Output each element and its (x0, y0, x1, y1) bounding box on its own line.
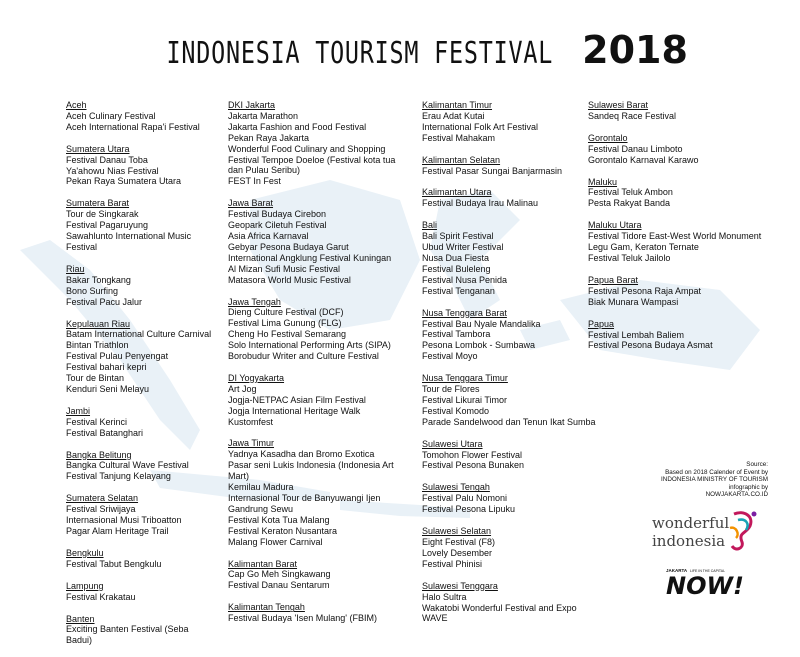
region-heading: Kalimantan Barat (228, 558, 298, 569)
region-heading: Sulawesi Tengah (422, 482, 490, 493)
festival-item: Parade Sandelwood dan Tenun Ikat Sumba (422, 416, 596, 427)
festival-item: Pekan Raya Jakarta (228, 132, 310, 143)
festival-item: Wonderful Food Culinary and Shopping (228, 143, 386, 154)
festival-item: Festival Buleleng (422, 263, 491, 274)
festival-item: Festival Keraton Nusantara (228, 525, 338, 536)
region-heading: Kalimantan Utara (422, 187, 492, 198)
region-section (228, 373, 408, 428)
festival-item: Tour de Singkarak (66, 209, 139, 220)
logo-jakarta-text: JAKARTA (666, 568, 688, 573)
source-label: Source: (746, 461, 768, 468)
festival-item: Festival Pesona Budaya Asmat (588, 340, 713, 351)
now-jakarta-logo (664, 566, 746, 596)
festival-item: Wakatobi Wonderful Festival and Expo WAVE (422, 602, 580, 624)
festival-item: Festival Tempoe Doeloe (Festival kota tua dan Pulau Seribu) (228, 154, 398, 176)
region-section (422, 482, 597, 515)
region-heading: Jambi (66, 405, 91, 416)
region-heading: Sumatera Barat (66, 198, 130, 209)
region-section (66, 406, 216, 439)
region-heading: Kepulauan Riau (66, 318, 131, 329)
festival-item: Borobudur Writer and Culture Festival (228, 351, 379, 362)
region-section (66, 450, 216, 483)
festival-item: Festival Danau Toba (66, 154, 148, 165)
festival-item: Biak Munara Wampasi (588, 296, 679, 307)
festival-item: Pesta Rakyat Banda (588, 198, 671, 209)
region-heading: Bengkulu (66, 547, 104, 558)
festival-item: Jogja-NETPAC Asian Film Festival (228, 394, 366, 405)
festival-item: Sandeq Race Festival (588, 110, 677, 121)
title-year: 2018 (582, 28, 688, 72)
festival-item: Festival Pesona Raja Ampat (588, 285, 702, 296)
festival-item: Festival Phinisi (422, 558, 483, 569)
festival-item: Jogja International Heritage Walk (228, 405, 361, 416)
festival-item: Aceh International Rapa'i Festival (66, 121, 200, 132)
region-section (228, 559, 408, 592)
logo-now-text: NOW! (666, 572, 744, 596)
festival-item: Pekan Raya Sumatera Utara (66, 176, 182, 187)
region-heading: Sulawesi Utara (422, 438, 483, 449)
festival-item: Legu Gam, Keraton Ternate (588, 242, 699, 253)
region-section (66, 319, 216, 395)
festival-item: Festival Komodo (422, 405, 490, 416)
page-title (0, 28, 800, 72)
region-heading: Papua Barat (588, 274, 639, 285)
region-heading: Kalimantan Tengah (228, 602, 305, 613)
festival-item: Kenduri Seni Melayu (66, 383, 150, 394)
source-line-2: INDONESIA MINISTRY OF TOURISM (661, 476, 768, 484)
region-section (228, 438, 408, 547)
festival-item: Festival Tabut Bengkulu (66, 558, 162, 569)
festival-item: Festival Nusa Penida (422, 274, 508, 285)
region-heading: DI Yogyakarta (228, 372, 285, 383)
source-line-1: Based on 2018 Calender of Event by (665, 468, 768, 476)
festival-item: Festival Sriwijaya (66, 504, 136, 515)
festival-item: Festival Batanghari (66, 427, 144, 438)
festival-item: Festival Likurai Timor (422, 394, 508, 405)
festival-item: Festival Moyo (422, 351, 478, 362)
festival-item: Kemilau Madura (228, 482, 294, 493)
wonderful-indonesia-logo (646, 508, 762, 554)
festival-item: Al Mizan Sufi Music Festival (228, 263, 341, 274)
festival-item: Festival Teluk Jailolo (588, 252, 671, 263)
festival-item: Exciting Banten Festival (Seba Badui) (66, 624, 192, 646)
festival-item: Festival Tambora (422, 329, 491, 340)
festival-column-3 (422, 100, 597, 635)
region-section (228, 602, 408, 624)
source-note (661, 461, 768, 499)
festival-column-2 (228, 100, 408, 635)
festival-item: Tour de Flores (422, 384, 480, 395)
festival-item: Yadnya Kasadha dan Bromo Exotica (228, 449, 375, 460)
festival-item: Festival Tidore East-West World Monument (588, 231, 762, 242)
festival-item: Pagar Alam Heritage Trail (66, 526, 169, 536)
region-heading: Nusa Tenggara Timur (422, 373, 508, 384)
festival-item: Tour de Bintan (66, 373, 125, 384)
region-heading: Jawa Barat (228, 198, 274, 209)
festival-item: Festival Budaya Irau Malinau (422, 198, 539, 209)
festival-item: Festival Palu Nomoni (422, 493, 508, 504)
festival-item: Gorontalo Karnaval Karawo (588, 154, 699, 165)
festival-item: Bono Surfing (66, 285, 119, 296)
festival-item: Festival bahari kepri (66, 362, 147, 373)
region-section (66, 144, 216, 188)
festival-item: FEST In Fest (228, 176, 281, 187)
region-section (422, 439, 597, 472)
region-heading: Lampung (66, 580, 104, 591)
festival-item: Festival Pacu Jalur (66, 296, 143, 307)
festival-item: Festival Danau Sentarum (228, 580, 330, 591)
festival-item: Festival Lima Gunung (FLG) (228, 318, 342, 329)
festival-item: Festival Tenganan (422, 285, 495, 296)
festival-item: Jakarta Fashion and Food Festival (228, 121, 367, 132)
festival-item: Erau Adat Kutai (422, 110, 485, 121)
festival-item: Festival Krakatau (66, 591, 136, 602)
festival-item: Bangka Cultural Wave Festival (66, 460, 189, 471)
festival-item: Sawahlunto International Music Festival (66, 231, 194, 252)
festival-item: Bintan Triathlon (66, 340, 129, 351)
region-section (588, 220, 768, 264)
festival-item: Dieng Culture Festival (DCF) (228, 307, 344, 318)
region-heading: Papua (588, 318, 615, 329)
logo-wonderful-text: wonderful (652, 514, 730, 532)
festival-item: Pasar seni Lukis Indonesia (Indonesia Art Mart) (228, 460, 397, 482)
region-section (588, 177, 768, 210)
festival-item: Cap Go Meh Singkawang (228, 569, 331, 580)
festival-item: Ubud Writer Festival (422, 242, 504, 253)
region-heading: Sumatera Utara (66, 143, 130, 154)
region-heading: Banten (66, 613, 95, 624)
festival-column-4 (588, 100, 768, 362)
festival-item: Festival Lembah Baliem (588, 329, 685, 340)
festival-item: Matasora World Music Festival (228, 274, 351, 285)
region-heading: Jawa Timur (228, 438, 275, 449)
festival-item: Eight Festival (F8) (422, 537, 496, 547)
region-heading: Bali (422, 220, 438, 231)
region-section (66, 100, 216, 133)
festival-item: Festival Danau Limboto (588, 143, 683, 154)
festival-item: Art Jog (228, 383, 257, 394)
festival-item: Kustomfest (228, 416, 274, 427)
region-heading: Kalimantan Timur (422, 100, 493, 110)
region-section (422, 187, 597, 209)
festival-item: Festival Pasar Sungai Banjarmasin (422, 165, 563, 176)
festival-item: Festival Tanjung Kelayang (66, 471, 171, 482)
region-heading: Nusa Tenggara Barat (422, 307, 507, 318)
festival-item: Festival Budaya Cirebon (228, 209, 327, 220)
festival-item: Lovely Desember (422, 547, 493, 558)
festival-item: Ya'ahowu Nias Festival (66, 165, 159, 176)
festival-item: Festival Kerinci (66, 416, 128, 427)
region-heading: Maluku Utara (588, 220, 642, 231)
region-heading: Maluku (588, 176, 618, 187)
festival-item: Jakarta Marathon (228, 110, 299, 121)
source-line-3: infographic by (728, 483, 768, 491)
region-heading: Kalimantan Selatan (422, 154, 501, 165)
festival-item: Gandrung Sewu (228, 503, 294, 514)
logo-indonesia-text: indonesia (652, 532, 726, 550)
region-heading: Sulawesi Barat (588, 100, 649, 110)
festival-item: Aceh Culinary Festival (66, 110, 156, 121)
source-line-4: NOWJAKARTA.CO.ID (705, 491, 768, 499)
festival-item: Festival Pulau Penyengat (66, 351, 169, 362)
festival-item: Batam International Culture Carnival (66, 329, 212, 340)
region-section (422, 220, 597, 296)
festival-item: Solo International Performing Arts (SIPA) (228, 340, 391, 351)
region-heading: Sulawesi Selatan (422, 526, 492, 537)
region-heading: DKI Jakarta (228, 100, 276, 110)
region-section (588, 319, 768, 352)
festival-item: Halo Sultra (422, 591, 467, 602)
region-heading: Sulawesi Tenggara (422, 580, 498, 591)
region-section (66, 493, 216, 537)
festival-item: Festival Bau Nyale Mandalika (422, 318, 541, 329)
festival-item: International Folk Art Festival (422, 121, 539, 132)
festival-item: Festival Pagaruyung (66, 220, 149, 231)
region-heading: Gorontalo (588, 132, 628, 143)
festival-item: Internasional Tour de Banyuwangi Ijen (228, 493, 381, 503)
festival-item: Tomohon Flower Festival (422, 449, 523, 460)
region-section (66, 264, 216, 308)
region-section (66, 198, 216, 253)
region-section (228, 100, 408, 187)
region-section (66, 581, 216, 603)
region-section (66, 548, 216, 570)
festival-column-1 (66, 100, 216, 657)
festival-item: Asia Africa Karnaval (228, 230, 309, 241)
festival-item: Internasional Musi Triboatton (66, 515, 182, 526)
region-heading: Aceh (66, 100, 87, 110)
festival-item: Gebyar Pesona Budaya Garut (228, 241, 349, 252)
garuda-icon (730, 512, 757, 549)
festival-item: Festival Budaya 'Isen Mulang' (FBIM) (228, 613, 377, 624)
title-main: INDONESIA TOURISM FESTIVAL (166, 36, 554, 71)
festival-item: Geopark Ciletuh Festival (228, 220, 327, 231)
region-section (422, 373, 597, 428)
region-section (422, 100, 597, 144)
region-heading: Sumatera Selatan (66, 493, 139, 504)
festival-item: Cheng Ho Festival Semarang (228, 329, 347, 340)
region-heading: Jawa Tengah (228, 296, 281, 307)
region-section (588, 275, 768, 308)
festival-item: Bali Spirit Festival (422, 231, 494, 242)
region-heading: Riau (66, 263, 85, 274)
festival-item: Pesona Lombok - Sumbawa (422, 340, 536, 351)
festival-item: Nusa Dua Fiesta (422, 252, 490, 263)
region-section (588, 100, 768, 122)
region-section (588, 133, 768, 166)
festival-item: Festival Teluk Ambon (588, 187, 673, 198)
festival-item: Festival Pesona Lipuku (422, 504, 516, 515)
region-section (422, 581, 597, 625)
region-section (422, 155, 597, 177)
region-section (228, 297, 408, 362)
festival-item: Malang Flower Carnival (228, 536, 323, 547)
festival-item: International Angklung Festival Kuningan (228, 252, 392, 263)
region-section (422, 526, 597, 570)
region-section (422, 308, 597, 363)
festival-item: Bakar Tongkang (66, 274, 131, 285)
festival-item: Festival Pesona Bunaken (422, 460, 525, 471)
region-section (228, 198, 408, 285)
region-heading: Bangka Belitung (66, 449, 132, 460)
festival-item: Festival Kota Tua Malang (228, 514, 330, 525)
festival-item: Festival Mahakam (422, 132, 496, 143)
logo-tagline-text: LIFE IN THE CAPITAL (690, 569, 726, 573)
